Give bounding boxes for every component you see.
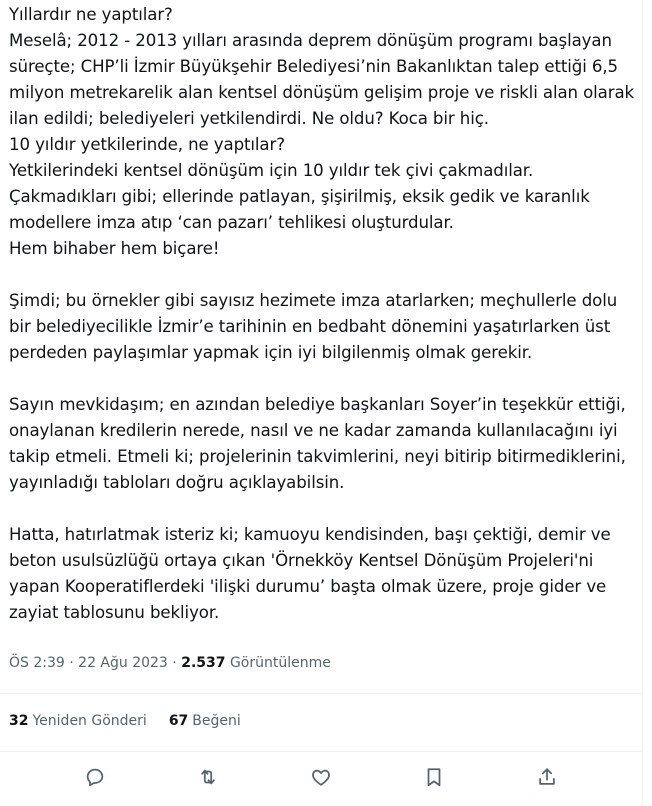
retweet-button[interactable]: [191, 760, 225, 794]
reply-icon: [84, 766, 106, 788]
tweet-meta: [9, 652, 331, 674]
likes-stat[interactable]: [169, 710, 241, 732]
retweets-label: Yeniden Gönderi: [32, 713, 147, 729]
tweet-line: Şimdi; bu örnekler gibi sayısız hezimete imza atarlarken; meçhullerle dolu bir belediyecilikle İzmir’e tarihinin en bedbaht dönemini yaşatırlarken üst perdeden paylaşımlar yapmak için iyi bilgilenmiş olmak gerekir.: [9, 291, 618, 362]
tweet-line: Yetkilerindeki kentsel dönüşüm için 10 yıldır tek çivi çakmadılar. Çakmadıkları gibi; ellerinde patlayan, şişirilmiş, eksik gedik ve karanlık modellere imza atıp ‘can pazarı’ tehlikesi oluşturdular.: [9, 161, 590, 232]
tweet-line: 10 yıldır yetkilerinde, ne yaptılar?: [9, 135, 285, 154]
paragraph-gap: [9, 496, 637, 522]
paragraph-gap: [9, 366, 637, 392]
share-icon: [536, 766, 558, 788]
meta-separator: ·: [167, 655, 182, 671]
divider: [0, 693, 642, 694]
tweet-date[interactable]: 22 Ağu 2023: [78, 655, 168, 671]
likes-count: 67: [168, 713, 189, 729]
views-label: Görüntülenme: [229, 655, 331, 671]
share-button[interactable]: [530, 760, 564, 794]
heart-icon: [310, 766, 332, 788]
reply-button[interactable]: [78, 760, 112, 794]
bookmark-button[interactable]: [417, 760, 451, 794]
tweet-stats: [9, 710, 241, 732]
action-bar: [0, 754, 642, 800]
bookmark-icon: [423, 766, 445, 788]
paragraph-gap: [9, 262, 637, 288]
tweet-line: Hatta, hatırlatmak isteriz ki; kamuoyu kendisinden, başı çektiği, demir ve beton usulsüzlüğü ortaya çıkan 'Örnekköy Kentsel Dönüşüm Projeleri'ni yapan Kooperatiflerdeki 'ilişki durumu’ başta olmak üzere, proje gider ve zayiat tablosunu bekliyor.: [9, 525, 611, 622]
retweets-count: 32: [9, 713, 29, 729]
divider: [0, 751, 642, 752]
tweet-line: Meselâ; 2012 - 2013 yılları arasında deprem dönüşüm programı başlayan süreçte; CHP’li İzmir Büyükşehir Belediyesi’nin Bakanlıktan talep ettiği 6,5 milyon metrekarelik alan kentsel dönüşüm gelişim proje ve riskli alan olarak ilan edildi; belediyeleri yetkilendirdi. Ne oldu? Koca bir hiç.: [9, 31, 635, 128]
like-button[interactable]: [304, 760, 338, 794]
retweet-icon: [197, 766, 219, 788]
meta-separator: ·: [64, 655, 79, 671]
tweet-text: [9, 2, 637, 626]
views-count: 2.537: [181, 655, 226, 671]
tweet-line: Yıllardır ne yaptılar?: [9, 5, 173, 24]
retweets-stat[interactable]: [9, 710, 147, 732]
tweet-line: Hem bihaber hem biçare!: [9, 239, 220, 258]
likes-label: Beğeni: [192, 713, 241, 729]
tweet-time[interactable]: ÖS 2:39: [9, 655, 65, 671]
tweet-line: Sayın mevkidaşım; en azından belediye başkanları Soyer’in teşekkür ettiği, onaylanan kredilerin nerede, nasıl ve ne kadar zamanda kullanılacağını iyi takip etmeli. Etmeli ki; projelerinin takvimlerini, neyi bitirip bitirmediklerini, yayınladığı tabloları doğru açıklayabilsin.: [9, 395, 626, 492]
